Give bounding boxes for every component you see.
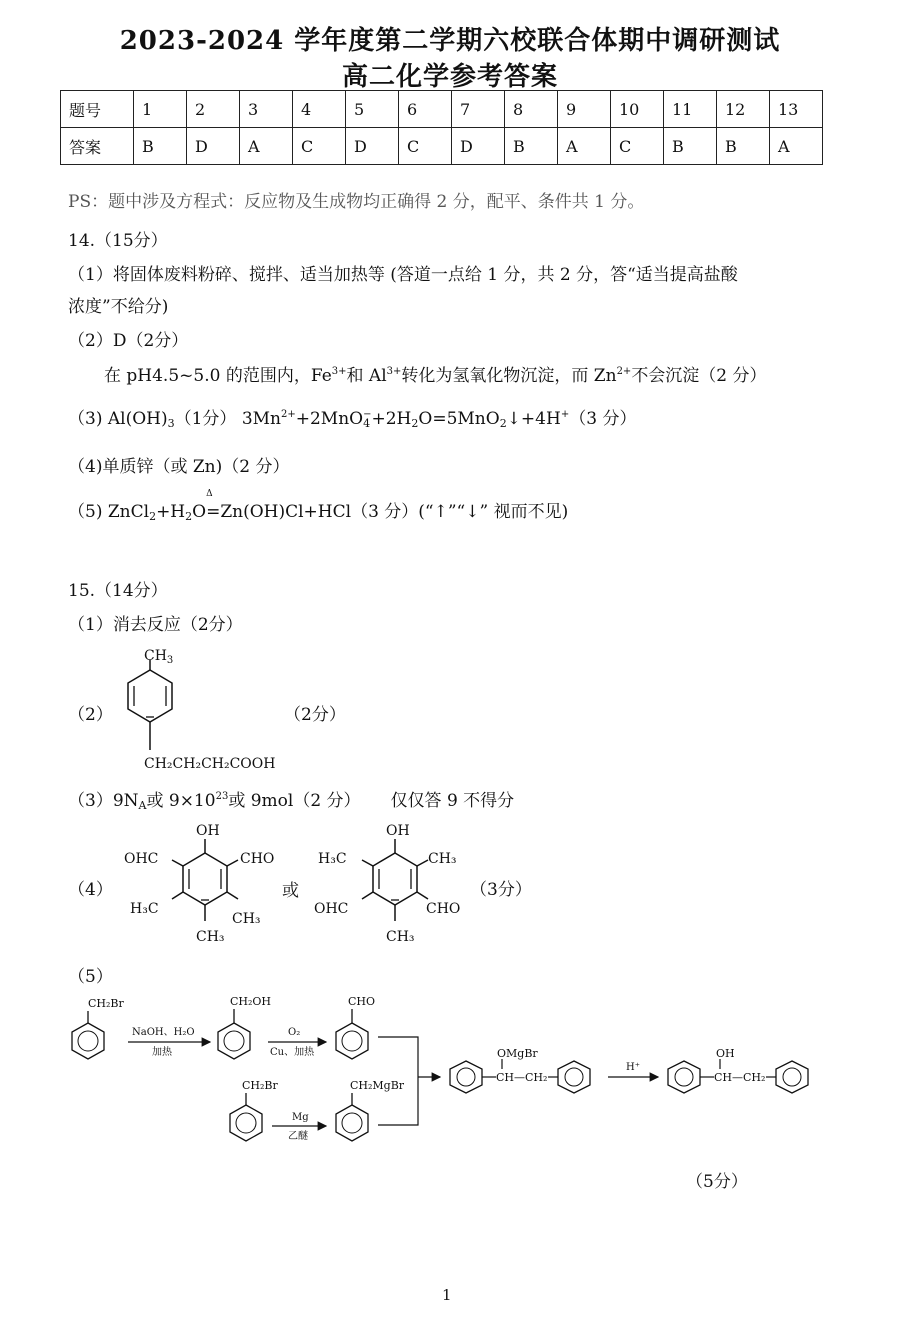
table-header-cell: 答案 [61, 128, 134, 165]
condition-cu-label: Cu、加热 [270, 1047, 315, 1058]
q14-part1-line2: 浓度”不给分) [68, 297, 169, 317]
table-cell: C [293, 128, 346, 165]
q15-part4-label: （4） [68, 880, 113, 900]
omgbr-label: OMgBr [497, 1047, 538, 1060]
structure-isomer-b [310, 815, 480, 955]
alkoxide-intermediate-structure [450, 1047, 590, 1093]
structure-4-methylphenyl-butanoic-acid [110, 640, 290, 780]
table-cell: B [717, 128, 770, 165]
q14-part3: （3) $Al(OH)_3(1$分） $3Mn^{2+}+2MnO_4^-+2H_2O=5MnO_2↓+4H^+(3$ 分） [68, 409, 637, 430]
table-cell: 12 [717, 91, 770, 128]
structure-isomer-a [120, 815, 290, 955]
cho-label: CHO [426, 901, 461, 917]
table-row-numbers [61, 91, 823, 128]
page-number: 1 [442, 1286, 452, 1304]
benzaldehyde-structure [336, 995, 375, 1059]
reagent-acid-label: H⁺ [626, 1062, 640, 1073]
cho-label: CHO [348, 995, 376, 1008]
table-cell: C [611, 128, 664, 165]
q14-part2-explanation: 在 pH4.5~5.0 的范围内，$Fe^{3+}$和 $Al^{3+}$转化为氢氧化物沉淀，而 $Zn^{2+}$不会沉淀（2 分） [104, 366, 767, 386]
table-cell: 8 [505, 91, 558, 128]
table-cell: D [187, 128, 240, 165]
table-cell: B [134, 128, 187, 165]
table-cell: 7 [452, 91, 505, 128]
table-cell: 5 [346, 91, 399, 128]
table-cell: 6 [399, 91, 452, 128]
table-cell: 13 [770, 91, 823, 128]
benzyl-alcohol-structure [218, 995, 271, 1059]
oh-label: OH [196, 823, 220, 839]
ch2oh-label: CH₂OH [230, 995, 272, 1008]
q14-part1-line1: （1）将固体废料粉碎、搅拌、适当加热等 (答道一点给 1 分，共 2 分，答“适当提高盐酸 [68, 265, 738, 285]
table-cell: A [558, 128, 611, 165]
h3c-label: H₃C [318, 851, 347, 867]
table-header-cell: 题号 [61, 91, 134, 128]
ch3-label: CH₃ [196, 929, 225, 945]
q14-part2: （2）D（2分） [68, 331, 189, 351]
ohc-label: OHC [314, 901, 349, 917]
heat-symbol: Δ [206, 489, 213, 499]
oh-label: OH [716, 1047, 735, 1060]
q15-part2-label: （2） [68, 705, 113, 725]
ch2mgbr-label: CH₂MgBr [350, 1079, 405, 1092]
ch-ch2-label: CH—CH₂ [496, 1071, 548, 1084]
table-cell: B [505, 128, 558, 165]
reagent-o2-label: O₂ [288, 1027, 301, 1038]
or-label: 或 [282, 881, 299, 901]
ch3-label: $CH_3$ [144, 648, 174, 666]
table-row-answers [61, 128, 823, 165]
q15-part1: （1）消去反应（2分） [68, 615, 243, 635]
table-cell: B [664, 128, 717, 165]
ch-ch2-label: CH—CH₂ [714, 1071, 766, 1084]
ch2br-label: CH₂Br [242, 1079, 278, 1092]
table-cell: 9 [558, 91, 611, 128]
cho-label: CHO [240, 851, 275, 867]
chain-label: CH₂CH₂CH₂COOH [144, 756, 276, 772]
q15-part3: $(3)9N_A$或 $9\times 10^{23}$或 9mol（2 分） 仅仅答 9 不得分 [68, 791, 515, 812]
ch3-label: CH₃ [232, 911, 261, 927]
ch3-label: CH₃ [428, 851, 457, 867]
reagent-mg-label: Mg [292, 1112, 309, 1123]
table-cell: D [452, 128, 505, 165]
q15-part2-score: （2分） [284, 705, 346, 725]
reagent-naoh-label: NaOH、H₂O [132, 1027, 195, 1038]
table-cell: 1 [134, 91, 187, 128]
ch3-label: CH₃ [386, 929, 415, 945]
table-cell: A [240, 128, 293, 165]
q14-part4: （4)单质锌（或 Zn)（2 分） [68, 457, 290, 477]
benzyl-grignard-structure [336, 1079, 405, 1141]
condition-ether-label: 乙醚 [288, 1131, 308, 1142]
condition-heat-label: 加热 [152, 1047, 172, 1058]
answer-table [60, 90, 823, 165]
table-cell: 11 [664, 91, 717, 128]
table-cell: 10 [611, 91, 664, 128]
document-title: 2023-2024 学年度第二学期六校联合体期中调研测试 [119, 26, 781, 56]
product-alcohol-structure [668, 1047, 808, 1093]
q15-part4-score: （3分） [470, 880, 532, 900]
table-cell: A [770, 128, 823, 165]
table-cell: 4 [293, 91, 346, 128]
benzyl-bromide-structure-2 [230, 1079, 279, 1141]
table-cell: D [346, 128, 399, 165]
q15-part5-score: （5分） [686, 1172, 748, 1192]
table-cell: 3 [240, 91, 293, 128]
q14-part5: （5) $ZnCl_2+H_2O$ Δ =Zn(OH)Cl+HCl（3 分）(“↑”“↓” 视而不见) [68, 489, 569, 523]
table-cell: C [399, 128, 452, 165]
q14-heading: 14.（15分） [68, 231, 168, 251]
ohc-label: OHC [124, 851, 159, 867]
document-subtitle: 高二化学参考答案 [341, 62, 558, 92]
h3c-label: H₃C [130, 901, 159, 917]
synthesis-route [60, 985, 840, 1155]
q15-heading: 15.（14分） [68, 581, 168, 601]
benzyl-bromide-structure [72, 997, 125, 1059]
ps-note: PS：题中涉及方程式：反应物及生成物均正确得 2 分，配平、条件共 1 分。 [68, 192, 645, 212]
table-cell: 2 [187, 91, 240, 128]
q15-part5-label: （5） [68, 967, 113, 987]
ch2br-label: CH₂Br [88, 997, 124, 1010]
oh-label: OH [386, 823, 410, 839]
